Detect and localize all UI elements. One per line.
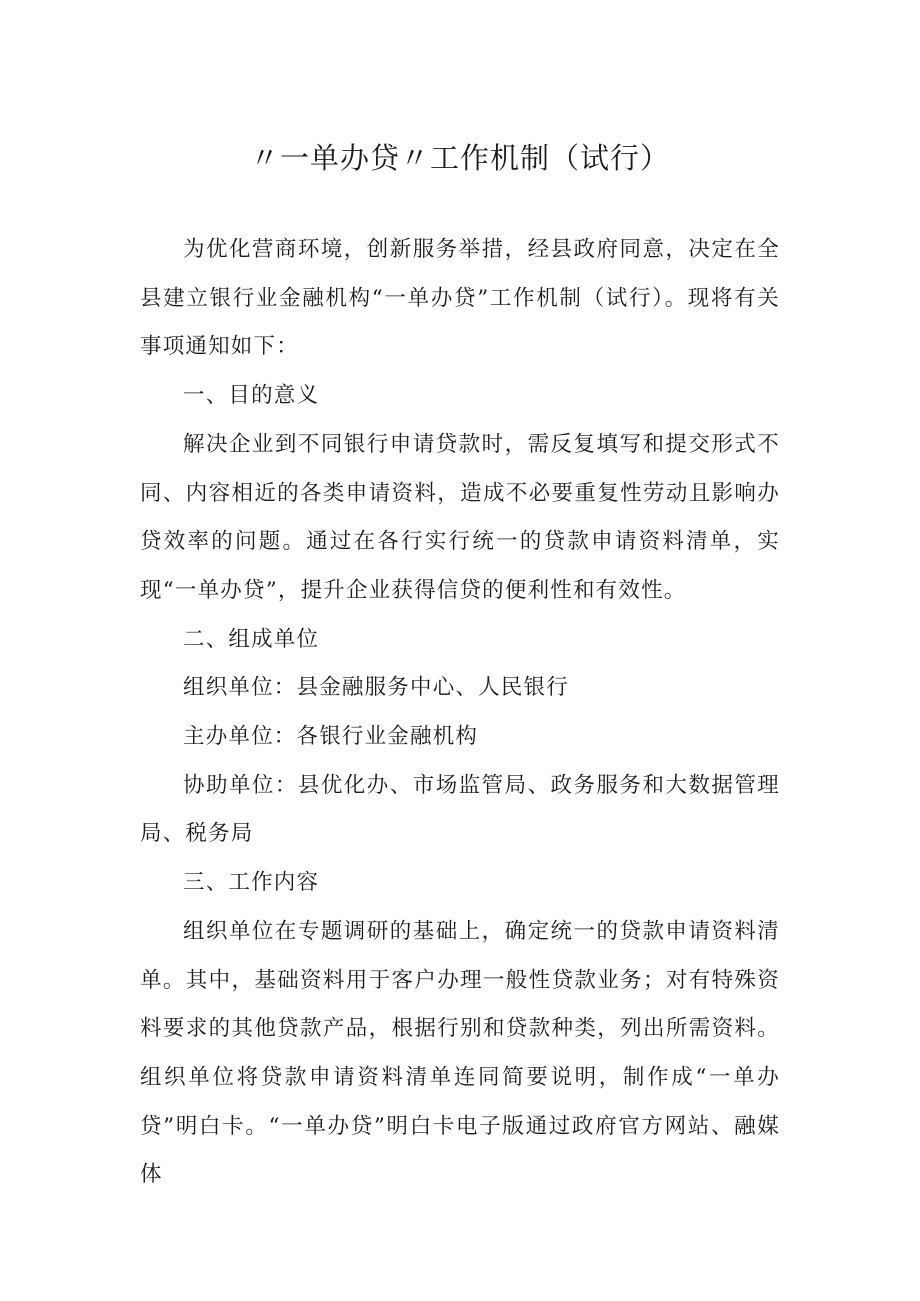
purpose-paragraph: 解决企业到不同银行申请贷款时，需反复填写和提交形式不同、内容相近的各类申请资料，造成不必要重复性劳动且影响办贷效率的问题。通过在各行实行统一的贷款申请资料清单，实现“一单办贷”，提升企业获得信贷的便利性和有效性。 <box>140 431 780 603</box>
assisting-units-line: 协助单位：县优化办、市场监管局、政务服务和大数据管理局、税务局 <box>140 772 780 847</box>
section-heading-units: 二、组成单位 <box>183 626 320 652</box>
intro-paragraph: 为优化营商环境，创新服务举措，经县政府同意，决定在全县建立银行业金融机构“一单办贷”工作机制（试行）。现将有关事项通知如下： <box>140 237 780 360</box>
section-heading-purpose: 一、目的意义 <box>183 383 320 409</box>
organizing-units-line: 组织单位：县金融服务中心、人民银行 <box>183 675 569 701</box>
work-content-paragraph: 组织单位在专题调研的基础上，确定统一的贷款申请资料清单。其中，基础资料用于客户办理一般性贷款业务；对有特殊资料要求的其他贷款产品，根据行别和贷款种类，列出所需资料。组织单位将贷款申请资料清单连同简要说明，制作成“一单办贷”明白卡。“一单办贷”明白卡电子版通过政府官方网站、融媒体 <box>140 918 780 1188</box>
host-units-line: 主办单位：各银行业金融机构 <box>183 724 479 750</box>
document-title: 〃一单办贷〃工作机制（试行） <box>249 141 670 175</box>
document-body <box>140 226 780 1200</box>
section-heading-work: 三、工作内容 <box>183 870 320 896</box>
